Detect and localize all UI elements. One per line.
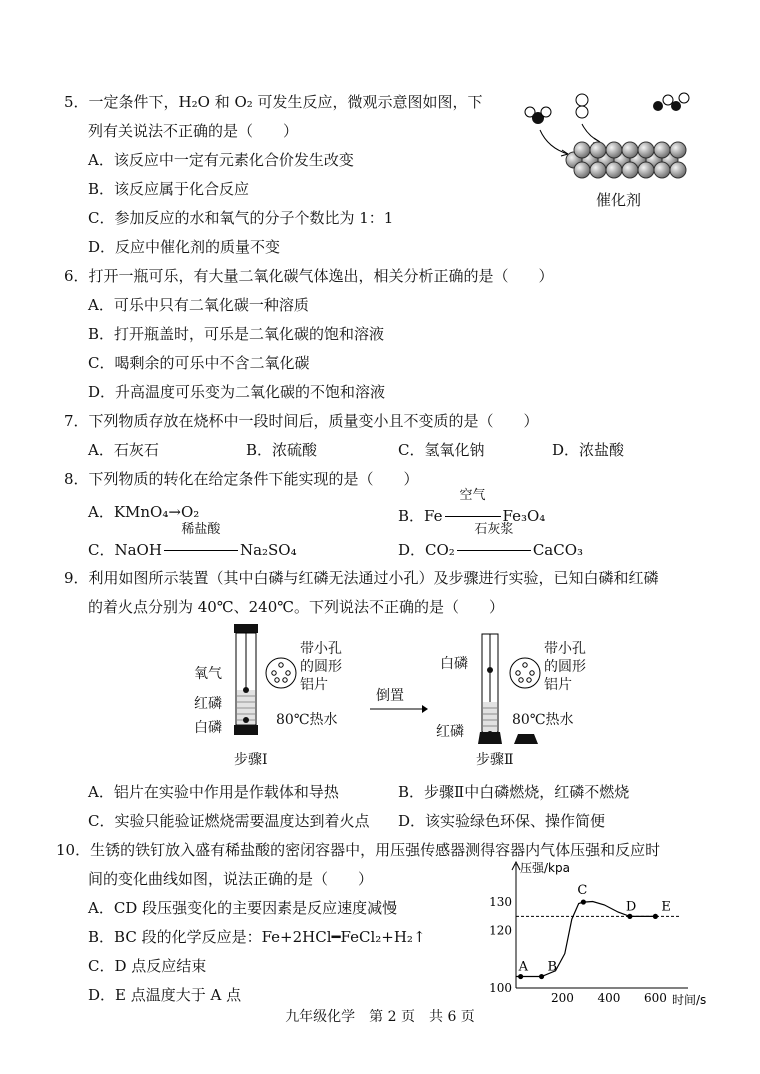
q10-option-c: C．D 点反应结束 (88, 957, 207, 975)
label-invert: 倒置 (376, 688, 404, 704)
q8-a-arrow: → (168, 503, 181, 521)
q10-stem-line1: 10．生锈的铁钉放入盛有稀盐酸的密闭容器中，用压强传感器测得容器内气体压强和反应时 (56, 841, 661, 859)
invert-arrow (368, 704, 428, 714)
point-label-a: A (518, 959, 529, 975)
x-tick-label: 600 (643, 991, 667, 1005)
label-plate-2-line3: 铝片 (544, 677, 572, 693)
q5-option-b: B．该反应属于化合反应 (88, 180, 250, 198)
pressure-time-chart (489, 856, 712, 1007)
label-plate-1 (300, 640, 342, 694)
q5-option-d: D．反应中催化剂的质量不变 (88, 238, 281, 256)
point-label-b: B (547, 959, 558, 975)
q7-option-a: A．石灰石 (88, 441, 159, 459)
q9-option-c: C．实验只能验证燃烧需要温度达到着火点 (88, 812, 370, 830)
q6-stem: 6．打开一瓶可乐，有大量二氧化碳气体逸出，相关分析正确的是（ ） (64, 267, 554, 285)
label-hot-water-1: 80℃热水 (276, 712, 338, 728)
q9-stem-line2: 的着火点分别为 40℃、240℃。下列说法不正确的是（ ） (88, 598, 505, 616)
q10-option-a: A．CD 段压强变化的主要因素是反应速度减慢 (88, 899, 398, 917)
q8-d-arrow (457, 522, 531, 551)
q8-b-arrow (445, 488, 501, 517)
q8-a-product: O₂ (180, 503, 200, 521)
q6-option-a: A．可乐中只有二氧化碳一种溶质 (88, 296, 309, 314)
q10-option-b: B．BC 段的化学反应是：Fe+2HCl━FeCl₂+H₂↑ (88, 928, 426, 946)
label-red-phosphorus-2: 红磷 (436, 724, 464, 740)
q7-option-d: D．浓盐酸 (552, 441, 625, 459)
data-point-c (581, 899, 586, 904)
label-plate-1-line3: 铝片 (300, 677, 328, 693)
q8-option-a (88, 502, 199, 522)
y-tick-label: 130 (489, 895, 512, 910)
q8-d-condition: 石灰浆 (474, 522, 514, 537)
q8-d-reactant: D．CO₂ (398, 541, 455, 559)
q8-c-product: Na₂SO₄ (239, 541, 297, 559)
y-tick-label: 100 (489, 981, 512, 995)
q7-option-c: C．氢氧化钠 (398, 441, 485, 459)
q9-stem-line1: 9．利用如图所示装置（其中白磷与红磷无法通过小孔）及步骤进行实验，已知白磷和红磷 (64, 569, 659, 587)
label-white-phosphorus-1: 白磷 (194, 720, 222, 736)
q8-b-reactant: B．Fe (398, 507, 443, 525)
q6-option-b: B．打开瓶盖时，可乐是二氧化碳的饱和溶液 (88, 325, 385, 343)
q8-d-product: CaCO₃ (532, 541, 584, 559)
q5-stem-line1: 5．一定条件下，H₂O 和 O₂ 可发生反应，微观示意图如图，下 (64, 93, 483, 111)
q6-option-d: D．升高温度可乐变为二氧化碳的不饱和溶液 (88, 383, 386, 401)
data-point-a (518, 974, 523, 979)
q8-a-reactant: A．KMnO₄ (88, 503, 169, 521)
x-tick-label: 400 (597, 991, 621, 1005)
label-hot-water-2: 80℃热水 (512, 712, 574, 728)
q5-stem-line2: 列有关说法不正确的是（ ） (88, 122, 299, 140)
label-step1: 步骤Ⅰ (234, 752, 268, 768)
label-step2: 步骤Ⅱ (476, 752, 514, 768)
q5-catalyst-diagram (518, 88, 698, 184)
label-plate-2-line1: 带小孔 (544, 641, 586, 657)
q10-option-d: D．E 点温度大于 A 点 (88, 986, 242, 1004)
q9-option-d: D．该实验绿色环保、操作简便 (398, 812, 606, 830)
q8-stem: 8．下列物质的转化在给定条件下能实现的是（ ） (64, 470, 419, 488)
x-tick-label: 200 (551, 991, 574, 1005)
q10-stem-line2: 间的变化曲线如图，说法正确的是（ ） (88, 870, 374, 888)
point-label-d: D (625, 899, 637, 915)
q9-option-b: B．步骤Ⅱ中白磷燃烧，红磷不燃烧 (398, 783, 630, 801)
q9-option-a: A．铝片在实验中作用是作载体和导热 (88, 783, 339, 801)
x-axis-label: 时间/s (672, 993, 707, 1007)
q8-option-c (88, 522, 297, 560)
q7-stem: 7．下列物质存放在烧杯中一段时间后，质量变小且不变质的是（ ） (64, 412, 539, 430)
point-label-c: C (577, 883, 588, 899)
data-point-d (627, 914, 632, 919)
label-oxygen: 氧气 (194, 666, 222, 682)
point-label-e: E (661, 899, 671, 915)
y-axis-label: 压强/kpa (520, 861, 570, 875)
q8-c-reactant: C．NaOH (88, 541, 162, 559)
label-plate-1-line2: 的圆形 (300, 659, 342, 675)
data-point-b (539, 974, 544, 979)
q5-option-a: A．该反应中一定有元素化合价发生改变 (88, 151, 354, 169)
q8-b-condition: 空气 (459, 488, 486, 503)
q8-b-product: Fe₃O₄ (502, 507, 546, 525)
q8-c-arrow (164, 522, 238, 551)
label-red-phosphorus-1: 红磷 (194, 696, 222, 712)
label-plate-2 (544, 640, 586, 694)
label-white-phosphorus-2: 白磷 (440, 656, 468, 672)
label-plate-1-line1: 带小孔 (300, 641, 342, 657)
q7-option-b: B．浓硫酸 (246, 441, 318, 459)
q9-al-plate-1 (264, 656, 298, 690)
label-plate-2-line2: 的圆形 (544, 659, 586, 675)
q9-al-plate-2 (508, 656, 542, 690)
q6-option-c: C．喝剩余的可乐中不含二氧化碳 (88, 354, 310, 372)
y-tick-label: 120 (489, 923, 512, 938)
catalyst-label: 催化剂 (596, 191, 642, 209)
q5-option-c: C．参加反应的水和氧气的分子个数比为 1：1 (88, 209, 394, 227)
data-point-e (653, 914, 658, 919)
q8-c-condition: 稀盐酸 (181, 522, 221, 537)
page-footer: 九年级化学 第 2 页 共 6 页 (285, 1009, 475, 1025)
q8-option-d (398, 522, 584, 560)
